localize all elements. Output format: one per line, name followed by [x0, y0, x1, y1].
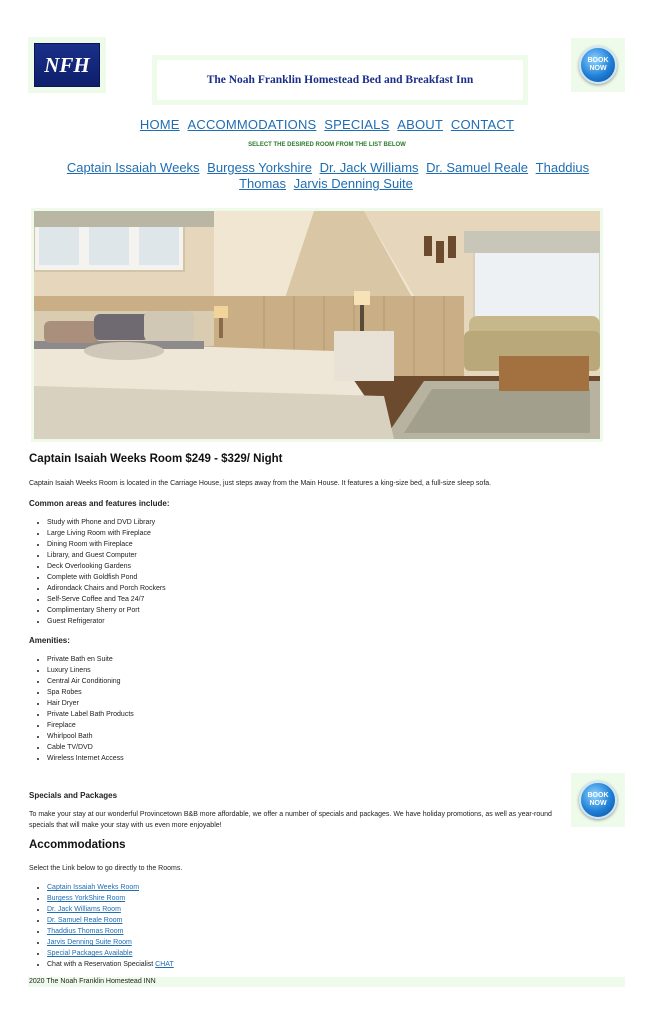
room-link-thaddius-thomas[interactable]: Thaddius Thomas: [239, 160, 590, 191]
list-item: • Guest Refrigerator: [47, 616, 166, 627]
room-selector: [60, 160, 594, 192]
accommodation-link-burgess-yorkshire[interactable]: Burgess YorkShire Room: [47, 895, 126, 902]
chat-link[interactable]: CHAT: [155, 961, 174, 968]
book-now-button-bottom[interactable]: [571, 773, 625, 827]
accommodation-link-thaddius-thomas[interactable]: Thaddius Thomas Room: [47, 928, 124, 935]
logo-text: NFH: [34, 43, 100, 87]
room-photo-frame: [31, 208, 603, 442]
room-photo-illustration: [34, 211, 600, 439]
list-item: • Complimentary Sherry or Port: [47, 605, 166, 616]
nav-about[interactable]: ABOUT: [397, 117, 444, 132]
amenities-heading: Amenities:: [29, 636, 70, 645]
nav-contact[interactable]: CONTACT: [450, 117, 515, 132]
list-item: • Self-Serve Coffee and Tea 24/7: [47, 594, 166, 605]
list-item: [47, 915, 174, 926]
list-item: • Library, and Guest Computer: [47, 550, 166, 561]
list-item: • Spa Robes: [47, 687, 134, 698]
book-now-icon: BOOK NOW: [579, 781, 617, 819]
common-areas-list: [29, 517, 166, 627]
room-link-dr-samuel-reale[interactable]: Dr. Samuel Reale: [426, 160, 529, 175]
list-item: • Fireplace: [47, 720, 134, 731]
main-nav: [0, 117, 654, 132]
list-item: • Private Bath en Suite: [47, 654, 134, 665]
list-item: • Hair Dryer: [47, 698, 134, 709]
accommodation-link-captain-issaiah-weeks[interactable]: Captain Issaiah Weeks Room: [47, 884, 140, 891]
list-item: • Luxury Linens: [47, 665, 134, 676]
list-item: [47, 948, 174, 959]
footer: 2020 The Noah Franklin Homestead INN: [28, 977, 625, 987]
list-item: • Central Air Conditioning: [47, 676, 134, 687]
list-item: • Adirondack Chairs and Porch Rockers: [47, 583, 166, 594]
accommodations-intro: Select the Link below to go directly to the Rooms.: [29, 865, 183, 872]
list-item: • Large Living Room with Fireplace: [47, 528, 166, 539]
site-title: The Noah Franklin Homestead Bed and Breakfast Inn: [157, 60, 523, 100]
list-item: [47, 926, 174, 937]
list-item: • Deck Overlooking Gardens: [47, 561, 166, 572]
nav-accommodations[interactable]: ACCOMMODATIONS: [187, 117, 317, 132]
list-item: • Wireless Internet Access: [47, 753, 134, 764]
list-item: • Study with Phone and DVD Library: [47, 517, 166, 528]
book-now-button-top[interactable]: [571, 38, 625, 92]
list-item: [47, 904, 174, 915]
room-title: Captain Isaiah Weeks Room $249 - $329/ Night: [29, 453, 283, 465]
room-select-hint: SELECT THE DESIRED ROOM FROM THE LIST BELOW: [248, 142, 406, 148]
list-item: [47, 893, 174, 904]
room-link-burgess-yorkshire[interactable]: Burgess Yorkshire: [207, 160, 312, 175]
special-packages-link[interactable]: Special Packages Available: [47, 950, 133, 957]
list-item: [47, 959, 174, 970]
room-photo: [34, 211, 600, 439]
specials-text: To make your stay at our wonderful Provincetown B&B more affordable, we offer a number of specials and packages. We have holiday promotions, as well as year-round specials that will make your stay with us even more enjoyable!: [29, 811, 552, 829]
accommodations-links: [29, 882, 174, 970]
room-link-dr-jack-williams[interactable]: Dr. Jack Williams: [319, 160, 419, 175]
logo[interactable]: [28, 37, 106, 93]
accommodation-link-dr-samuel-reale[interactable]: Dr. Samuel Reale Room: [47, 917, 123, 924]
list-item: [47, 937, 174, 948]
accommodation-link-jarvis-denning-suite[interactable]: Jarvis Denning Suite Room: [47, 939, 132, 946]
specials-heading: Specials and Packages: [29, 791, 118, 800]
common-areas-heading: Common areas and features include:: [29, 499, 170, 508]
list-item: • Cable TV/DVD: [47, 742, 134, 753]
list-item: • Dining Room with Fireplace: [47, 539, 166, 550]
amenities-list: [29, 654, 134, 764]
list-item: • Complete with Goldfish Pond: [47, 572, 166, 583]
list-item: • Whirlpool Bath: [47, 731, 134, 742]
accommodation-link-dr-jack-williams[interactable]: Dr. Jack Williams Room: [47, 906, 121, 913]
nav-specials[interactable]: SPECIALS: [324, 117, 390, 132]
list-item: • Private Label Bath Products: [47, 709, 134, 720]
chat-prefix: Chat with a Reservation Specialist: [47, 961, 154, 968]
accommodations-heading: Accommodations: [29, 839, 126, 851]
room-link-jarvis-denning-suite[interactable]: Jarvis Denning Suite: [293, 176, 413, 191]
book-now-icon: BOOK NOW: [579, 46, 617, 84]
list-item: [47, 882, 174, 893]
room-description: Captain Isaiah Weeks Room is located in the Carriage House, just steps away from the Main House. It features a king-size bed, a full-size sleep sofa.: [29, 480, 492, 487]
site-title-banner: [152, 55, 528, 105]
room-link-captain-issaiah-weeks[interactable]: Captain Issaiah Weeks: [66, 160, 200, 175]
nav-home[interactable]: HOME: [139, 117, 180, 132]
